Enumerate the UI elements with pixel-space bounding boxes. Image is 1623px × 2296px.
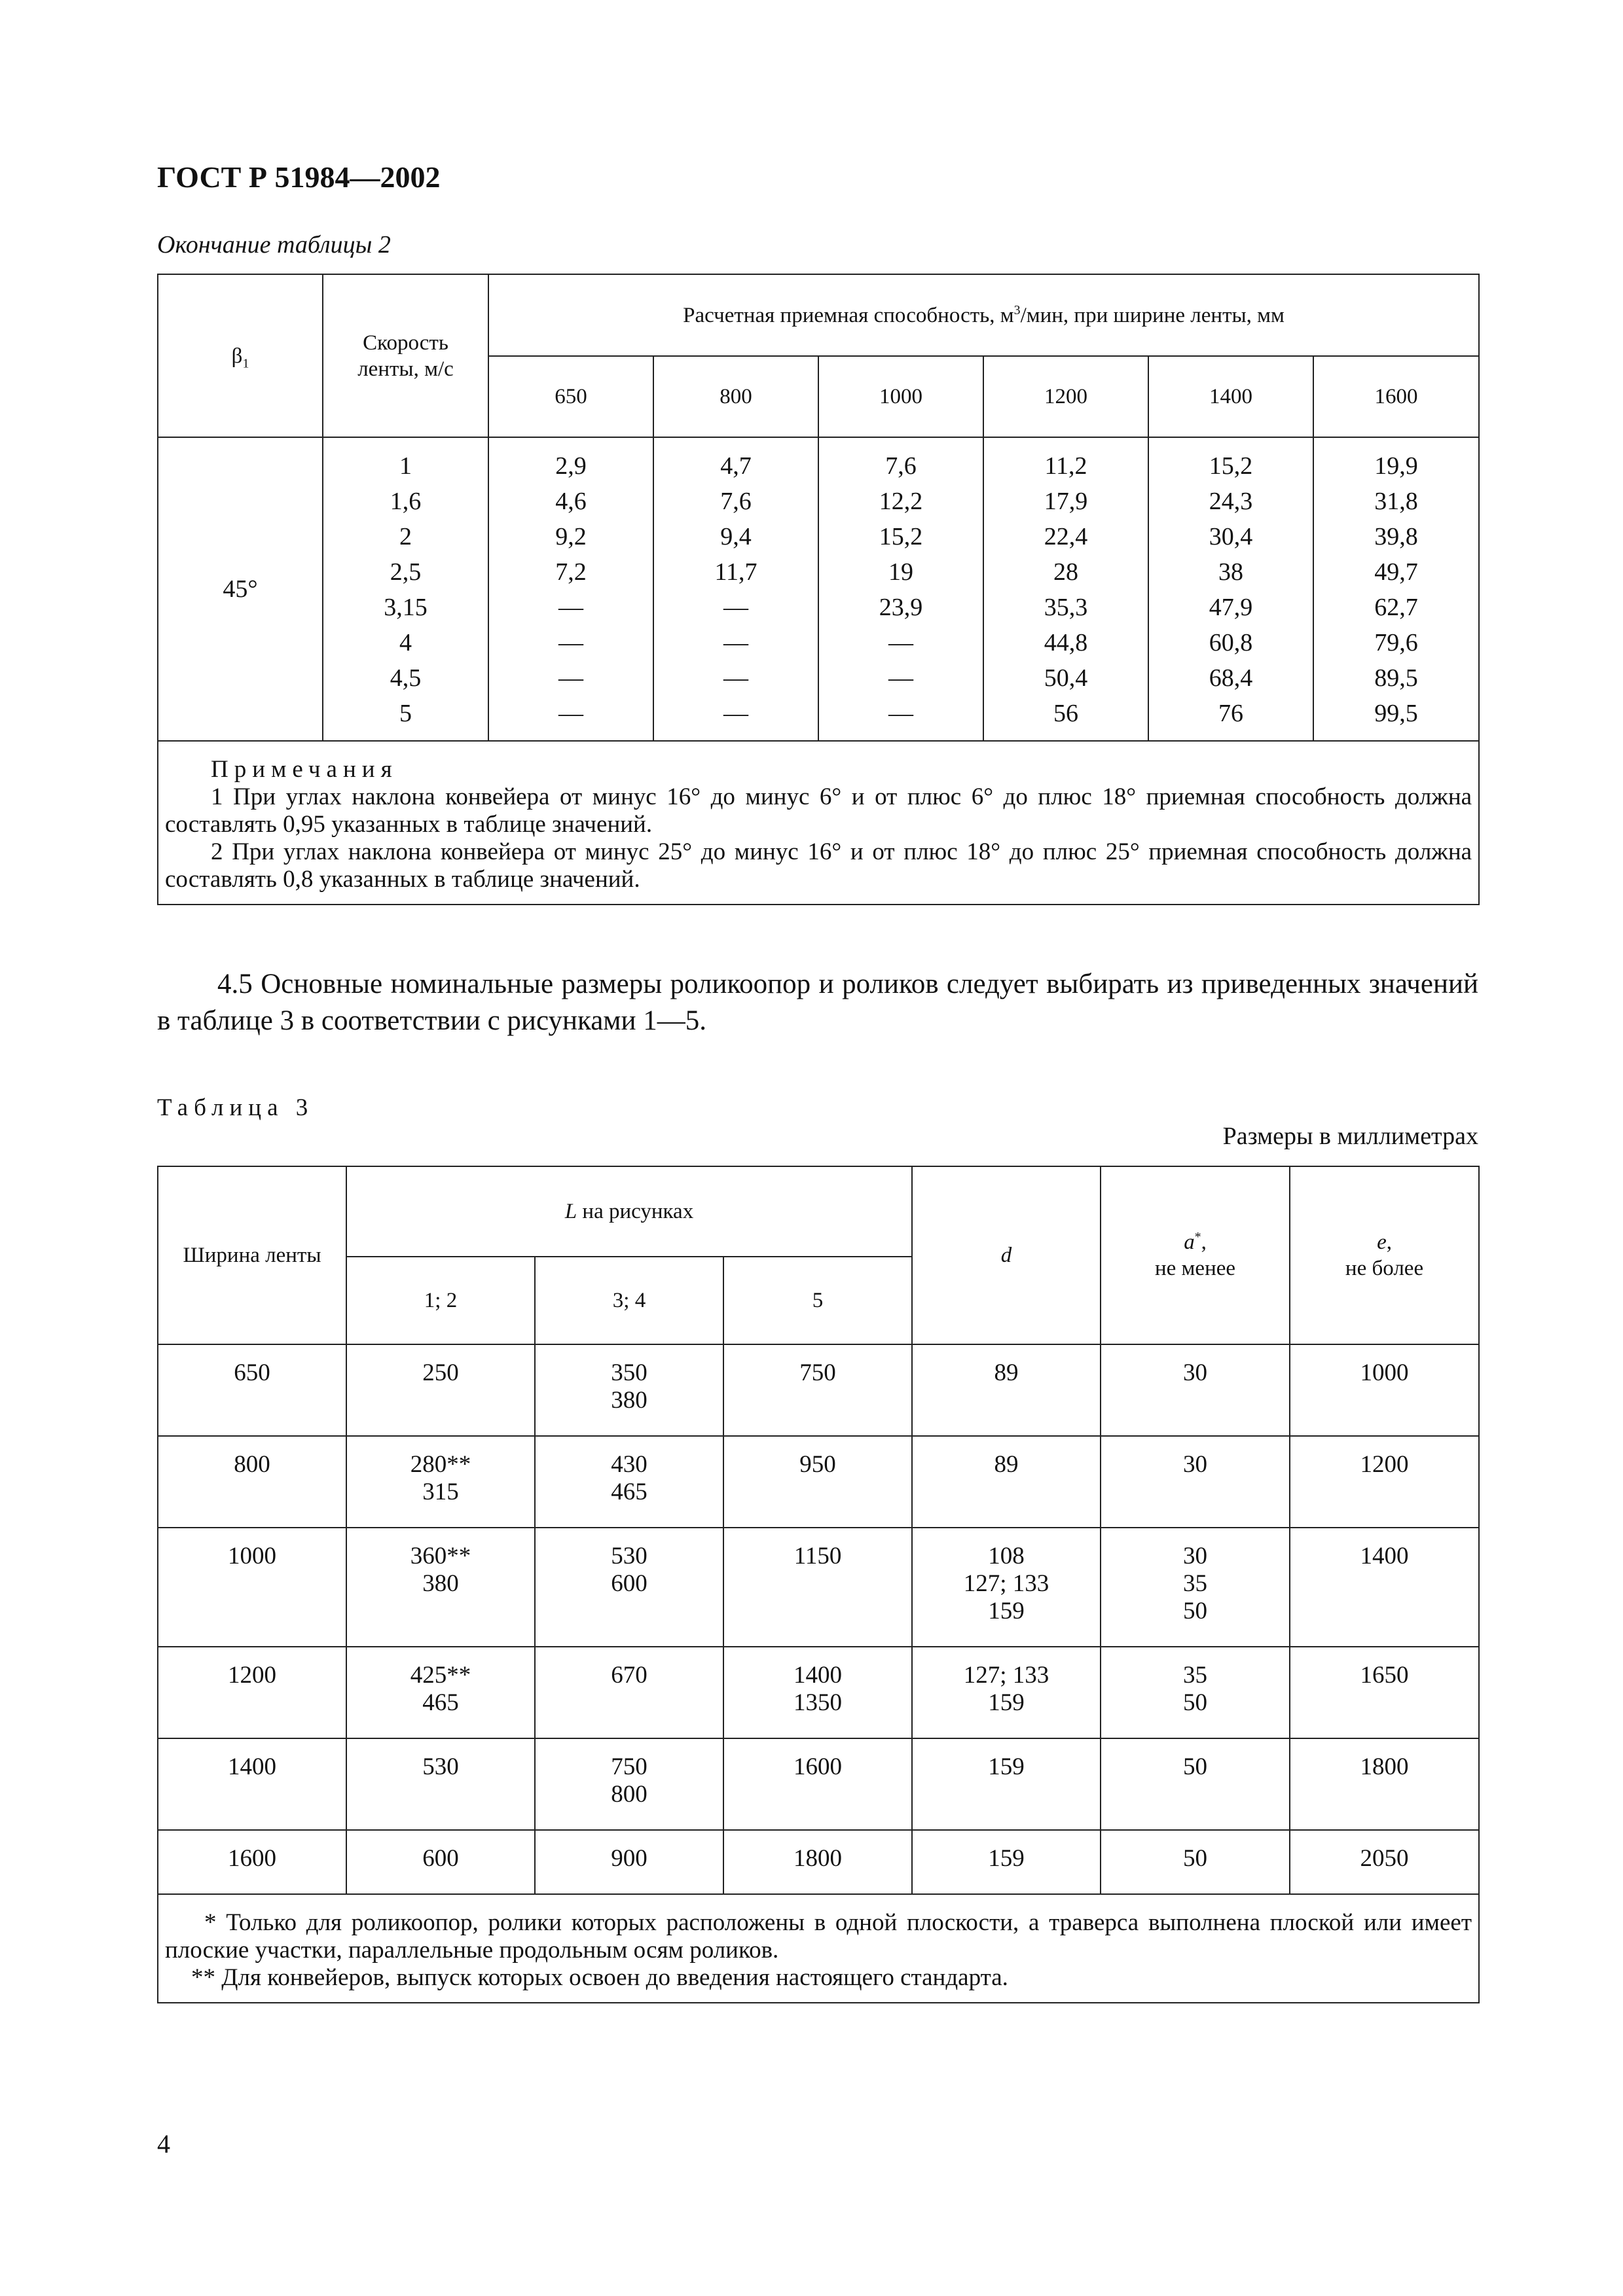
cell-value: 30,4 — [1209, 523, 1253, 550]
speed-column — [323, 437, 488, 741]
header-e: e, не более — [1290, 1166, 1479, 1344]
cell-a — [1101, 1528, 1290, 1647]
cell-L5 — [723, 1647, 912, 1738]
cell-L12 — [346, 1647, 535, 1738]
capacity-values — [489, 448, 653, 731]
note-1: 1 При углах наклона конвейера от минус 16° до минус 6° и от плюс 6° до плюс 18° приемная способность должна составлять 0,95 указанных в таблице значений. — [165, 783, 1472, 838]
cell-value: 1200 — [1360, 1451, 1409, 1478]
cell-a — [1101, 1830, 1290, 1894]
cell-value: 900 — [611, 1845, 647, 1872]
footnote-2: ** Для конвейеров, выпуск которых освоен до введения настоящего стандарта. — [191, 1964, 1008, 1991]
cell-value: 360** — [410, 1543, 471, 1570]
cell-value: 159 — [988, 1689, 1025, 1716]
table-row — [158, 1344, 1479, 1436]
cell-value: 30 — [1183, 1543, 1208, 1570]
capacity-column-1400 — [1148, 437, 1313, 741]
cell-value: 108 — [988, 1543, 1025, 1570]
cell-lines — [913, 1359, 1100, 1387]
cell-value: — — [558, 594, 583, 621]
cell-lines — [1101, 1543, 1289, 1625]
cell-lines — [724, 1753, 911, 1781]
cell-value: 350 — [611, 1359, 647, 1386]
cell-value: 89 — [994, 1359, 1019, 1386]
table2-notes — [158, 741, 1479, 905]
header-d: d — [912, 1166, 1101, 1344]
cell-value: 68,4 — [1209, 664, 1253, 692]
table2 — [157, 274, 1480, 905]
cell-value: 30 — [1183, 1451, 1208, 1478]
cell-value: 50 — [1183, 1598, 1208, 1624]
cell-value: 250 — [422, 1359, 459, 1386]
cell-value: 465 — [611, 1479, 647, 1505]
cell-value: 4 — [399, 629, 412, 656]
table-row — [158, 1647, 1479, 1738]
header-width-1400: 1400 — [1148, 356, 1313, 437]
cell-value: 56 — [1053, 700, 1078, 727]
cell-value: 35 — [1183, 1570, 1208, 1597]
angle-cell: 45° — [158, 437, 323, 741]
table3 — [157, 1166, 1480, 2003]
cell-lines — [347, 1359, 534, 1387]
cell-a — [1101, 1344, 1290, 1436]
cell-value: 465 — [422, 1689, 459, 1716]
cell-value: 44,8 — [1044, 629, 1088, 656]
cell-value: 600 — [422, 1845, 459, 1872]
cell-lines — [724, 1543, 911, 1570]
cell-value: 380 — [422, 1570, 459, 1597]
cell-lines — [1290, 1753, 1478, 1781]
cell-value: 530 — [422, 1753, 459, 1780]
cell-value: — — [723, 700, 748, 727]
cell-lines — [913, 1451, 1100, 1479]
cell-value: 12,2 — [879, 488, 923, 515]
cell-value: 7,6 — [885, 452, 917, 480]
speed-list — [323, 448, 488, 731]
cell-L34 — [535, 1738, 723, 1830]
page-number: 4 — [157, 2129, 170, 2159]
header-width-1200: 1200 — [983, 356, 1148, 437]
capacity-column-650 — [488, 437, 653, 741]
cell-value: 28 — [1053, 558, 1078, 586]
cell-value: 1650 — [1360, 1662, 1409, 1689]
cell-value: 35,3 — [1044, 594, 1088, 621]
cell-value: 159 — [988, 1753, 1025, 1780]
cell-value: 1800 — [1360, 1753, 1409, 1780]
cell-value: 380 — [611, 1387, 647, 1414]
cell-value: 50,4 — [1044, 664, 1088, 692]
cell-value: 11,2 — [1044, 452, 1087, 480]
cell-lines — [347, 1845, 534, 1873]
cell-value: 1800 — [793, 1845, 842, 1872]
capacity-column-800 — [653, 437, 818, 741]
capacity-values — [1314, 448, 1478, 731]
cell-L12 — [346, 1738, 535, 1830]
cell-lines — [724, 1662, 911, 1717]
capacity-values — [819, 448, 983, 731]
cell-lines — [536, 1845, 723, 1873]
cell-e — [1290, 1647, 1479, 1738]
cell-L5 — [723, 1344, 912, 1436]
cell-value: 35 — [1183, 1662, 1208, 1689]
cell-a — [1101, 1738, 1290, 1830]
cell-width: 800 — [158, 1436, 346, 1528]
capacity-column-1600 — [1313, 437, 1479, 741]
cell-value: 5 — [399, 700, 412, 727]
cell-lines — [1290, 1543, 1478, 1570]
cell-value: 1400 — [793, 1662, 842, 1689]
cell-lines — [1101, 1845, 1289, 1873]
cell-lines — [913, 1662, 1100, 1717]
cell-value: 22,4 — [1044, 523, 1088, 550]
cell-e — [1290, 1344, 1479, 1436]
cell-lines — [724, 1845, 911, 1873]
cell-value: 9,2 — [555, 523, 587, 550]
cell-value: 17,9 — [1044, 488, 1088, 515]
cell-value: 1350 — [793, 1689, 842, 1716]
cell-L12 — [346, 1830, 535, 1894]
table2-caption: Окончание таблицы 2 — [157, 231, 391, 259]
capacity-values — [654, 448, 818, 731]
cell-value: 89 — [994, 1451, 1019, 1478]
cell-lines — [1290, 1451, 1478, 1479]
cell-width: 1600 — [158, 1830, 346, 1894]
cell-value: 530 — [611, 1543, 647, 1570]
cell-value: — — [888, 629, 913, 656]
cell-L12 — [346, 1436, 535, 1528]
table-row — [158, 1738, 1479, 1830]
cell-value: 76 — [1218, 700, 1243, 727]
cell-value: 127; 133 — [963, 1662, 1049, 1689]
cell-value: 79,6 — [1374, 629, 1418, 656]
cell-width: 1200 — [158, 1647, 346, 1738]
cell-lines — [1290, 1662, 1478, 1689]
table3-units: Размеры в миллиметрах — [1222, 1122, 1478, 1150]
cell-d — [912, 1738, 1101, 1830]
cell-value: 50 — [1183, 1753, 1208, 1780]
cell-value: 670 — [611, 1662, 647, 1689]
cell-value: 47,9 — [1209, 594, 1253, 621]
cell-L34 — [535, 1528, 723, 1647]
cell-value: 4,7 — [720, 452, 752, 480]
cell-value: 7,6 — [720, 488, 752, 515]
cell-lines — [536, 1451, 723, 1506]
cell-lines — [913, 1845, 1100, 1873]
cell-value: 60,8 — [1209, 629, 1253, 656]
cell-L12 — [346, 1344, 535, 1436]
header-L-fig-1-2: 1; 2 — [346, 1257, 535, 1344]
header-beta: $\beta_1$ — [158, 274, 323, 437]
cell-value: 49,7 — [1374, 558, 1418, 586]
cell-value: 280** — [410, 1451, 471, 1478]
cell-lines — [347, 1451, 534, 1506]
cell-d — [912, 1830, 1101, 1894]
cell-value: — — [723, 629, 748, 656]
table3-footnotes — [158, 1894, 1479, 2003]
header-belt-width: Ширина ленты — [158, 1166, 346, 1344]
cell-value: 750 — [611, 1753, 647, 1780]
header-L: L на рисунках — [346, 1166, 912, 1257]
cell-L5 — [723, 1738, 912, 1830]
cell-e — [1290, 1830, 1479, 1894]
header-speed: Скорость ленты, м/с — [323, 274, 488, 437]
cell-lines — [347, 1662, 534, 1717]
cell-value: 19,9 — [1374, 452, 1418, 480]
cell-value: 750 — [799, 1359, 836, 1386]
cell-lines — [536, 1543, 723, 1598]
cell-a — [1101, 1647, 1290, 1738]
cell-value: 7,2 — [555, 558, 587, 586]
cell-value: 430 — [611, 1451, 647, 1478]
table-row — [158, 1528, 1479, 1647]
cell-value: 11,7 — [714, 558, 757, 586]
cell-value: 159 — [988, 1598, 1025, 1624]
cell-value: — — [888, 664, 913, 692]
cell-L34 — [535, 1830, 723, 1894]
cell-lines — [536, 1662, 723, 1689]
cell-value: 315 — [422, 1479, 459, 1505]
header-L-fig-5: 5 — [723, 1257, 912, 1344]
note-2: 2 При углах наклона конвейера от минус 25° до минус 16° и от плюс 18° до плюс 25° приемная способность должна составлять 0,8 указанных в таблице значений. — [165, 838, 1472, 893]
footnote-1: * Только для роликоопор, ролики которых расположены в одной плоскости, а траверса выполнена плоской или имеет плоские участки, параллельные продольным осям роликов. — [165, 1909, 1472, 1964]
cell-width: 650 — [158, 1344, 346, 1436]
cell-L34 — [535, 1436, 723, 1528]
table3-caption: Таблица 3 — [157, 1094, 314, 1121]
cell-value: 4,5 — [390, 664, 422, 692]
cell-value: 425** — [410, 1662, 471, 1689]
header-width-650: 650 — [488, 356, 653, 437]
cell-value: — — [558, 629, 583, 656]
cell-value: — — [723, 594, 748, 621]
cell-value: 30 — [1183, 1359, 1208, 1386]
header-width-1600: 1600 — [1313, 356, 1479, 437]
cell-e — [1290, 1436, 1479, 1528]
cell-value: 4,6 — [555, 488, 587, 515]
cell-value: 127; 133 — [963, 1570, 1049, 1597]
capacity-column-1200 — [983, 437, 1148, 741]
cell-value: 89,5 — [1374, 664, 1418, 692]
cell-lines — [536, 1359, 723, 1414]
cell-value: — — [558, 700, 583, 727]
cell-width: 1400 — [158, 1738, 346, 1830]
paragraph-4-5: 4.5 Основные номинальные размеры роликоопор и роликов следует выбирать из приведенных значений в таблице 3 в соответствии с рисунками 1—5. — [157, 969, 1478, 1036]
cell-value: 1600 — [793, 1753, 842, 1780]
cell-value: 1400 — [1360, 1543, 1409, 1570]
capacity-values — [984, 448, 1148, 731]
cell-value: 1,6 — [390, 488, 422, 515]
cell-value: 950 — [799, 1451, 836, 1478]
cell-value: 39,8 — [1374, 523, 1418, 550]
cell-lines — [347, 1543, 534, 1598]
header-a: a*, не менее — [1101, 1166, 1290, 1344]
cell-value: 3,15 — [384, 594, 428, 621]
cell-value: 15,2 — [879, 523, 923, 550]
cell-lines — [347, 1753, 534, 1781]
notes-title: Примечания — [211, 756, 398, 783]
cell-value: 2,5 — [390, 558, 422, 586]
cell-value: 1150 — [793, 1543, 842, 1570]
cell-lines — [1101, 1662, 1289, 1717]
cell-value: 50 — [1183, 1845, 1208, 1872]
header-width-1000: 1000 — [818, 356, 983, 437]
cell-L5 — [723, 1436, 912, 1528]
cell-lines — [1290, 1845, 1478, 1873]
cell-value: 24,3 — [1209, 488, 1253, 515]
capacity-column-1000 — [818, 437, 983, 741]
cell-width: 1000 — [158, 1528, 346, 1647]
header-width-800: 800 — [653, 356, 818, 437]
cell-L34 — [535, 1647, 723, 1738]
cell-value: 2,9 — [555, 452, 587, 480]
cell-value: 15,2 — [1209, 452, 1253, 480]
cell-value: 38 — [1218, 558, 1243, 586]
cell-value: 62,7 — [1374, 594, 1418, 621]
cell-value: 1000 — [1360, 1359, 1409, 1386]
cell-lines — [1101, 1753, 1289, 1781]
cell-value: 159 — [988, 1845, 1025, 1872]
capacity-values — [1149, 448, 1313, 731]
cell-L34 — [535, 1344, 723, 1436]
cell-lines — [1290, 1359, 1478, 1387]
document-code: ГОСТ Р 51984—2002 — [157, 160, 441, 194]
cell-a — [1101, 1436, 1290, 1528]
cell-d — [912, 1528, 1101, 1647]
cell-value: 800 — [611, 1781, 647, 1808]
cell-value: — — [888, 700, 913, 727]
cell-value: 2050 — [1360, 1845, 1409, 1872]
cell-lines — [724, 1451, 911, 1479]
cell-value: 2 — [399, 523, 412, 550]
cell-value: 23,9 — [879, 594, 923, 621]
cell-value: 31,8 — [1374, 488, 1418, 515]
cell-value: 1 — [399, 452, 412, 480]
cell-lines — [913, 1753, 1100, 1781]
cell-lines — [536, 1753, 723, 1808]
cell-e — [1290, 1738, 1479, 1830]
cell-lines — [724, 1359, 911, 1387]
header-L-fig-3-4: 3; 4 — [535, 1257, 723, 1344]
cell-value: 19 — [888, 558, 913, 586]
cell-d — [912, 1647, 1101, 1738]
table-row — [158, 1830, 1479, 1894]
cell-L12 — [346, 1528, 535, 1647]
cell-lines — [913, 1543, 1100, 1625]
cell-e — [1290, 1528, 1479, 1647]
cell-value: 99,5 — [1374, 700, 1418, 727]
cell-L5 — [723, 1528, 912, 1647]
cell-L5 — [723, 1830, 912, 1894]
cell-lines — [1101, 1359, 1289, 1387]
cell-d — [912, 1344, 1101, 1436]
cell-value: 9,4 — [720, 523, 752, 550]
cell-lines — [1101, 1451, 1289, 1479]
table-row — [158, 1436, 1479, 1528]
cell-d — [912, 1436, 1101, 1528]
cell-value: 600 — [611, 1570, 647, 1597]
header-capacity: Расчетная приемная способность, $м^3$/мин, при ширине ленты, мм — [488, 274, 1479, 356]
cell-value: — — [558, 664, 583, 692]
cell-value: — — [723, 664, 748, 692]
cell-value: 50 — [1183, 1689, 1208, 1716]
